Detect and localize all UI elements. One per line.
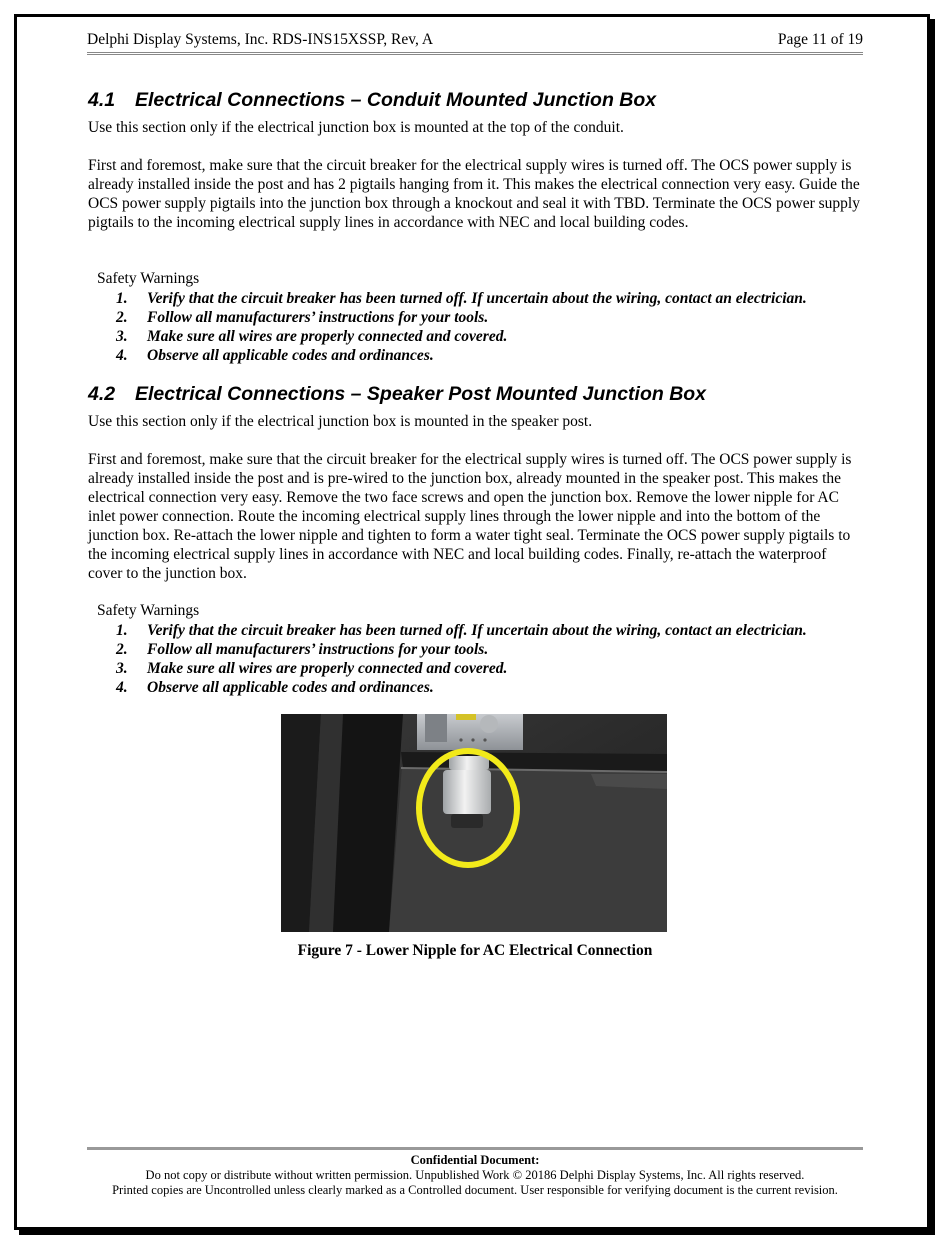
list-item: 4. Observe all applicable codes and ordinances. bbox=[116, 347, 434, 364]
list-item: 1. Verify that the circuit breaker has been turned off. If uncertain about the wiring, contact an electrician. bbox=[116, 622, 807, 639]
list-item: 1. Verify that the circuit breaker has been turned off. If uncertain about the wiring, contact an electrician. bbox=[116, 290, 807, 307]
footer-divider bbox=[87, 1147, 863, 1150]
list-item: 2. Follow all manufacturers’ instructions for your tools. bbox=[116, 309, 489, 326]
section-4-2-body: First and foremost, make sure that the circuit breaker for the electrical supply wires is turned off. The OCS power supply is already installed inside the post and is pre-wired to the junction box, already mounted in the speaker post. This makes the electrical connection very easy. Remove the two face screws and open the junction box. Remove the lower nipple for AC inlet power connection. Route the incoming electrical supply lines through the lower nipple and into the bottom of the junction box. Re-attach the lower nipple and tighten to form a water tight seal. Terminate the OCS power supply pigtails to the incoming electrical supply lines in accordance with NEC and local building codes. Finally, re-attach the waterproof cover to the junction box. bbox=[88, 451, 852, 582]
section-4-1-heading bbox=[88, 89, 656, 112]
section-title: Electrical Connections – Conduit Mounted Junction Box bbox=[135, 89, 657, 111]
list-item: 2. Follow all manufacturers’ instructions for your tools. bbox=[116, 641, 489, 658]
section-number: 4.1 bbox=[88, 89, 116, 111]
footer-title: Confidential Document: bbox=[410, 1153, 540, 1167]
page-header bbox=[87, 30, 863, 55]
section-title: Electrical Connections – Speaker Post Mounted Junction Box bbox=[135, 383, 707, 405]
page-number: Page 11 of 19 bbox=[777, 31, 863, 48]
footer-disclaimer: Printed copies are Uncontrolled unless clearly marked as a Controlled document. User responsible for verifying document is the current revision. bbox=[112, 1183, 838, 1197]
safety-warnings-list bbox=[116, 289, 807, 365]
figure-caption: Figure 7 - Lower Nipple for AC Electrical Connection bbox=[297, 942, 653, 959]
junction-box-photo bbox=[281, 714, 667, 932]
list-item: 3. Make sure all wires are properly connected and covered. bbox=[116, 328, 508, 345]
section-4-1-intro: Use this section only if the electrical junction box is mounted at the top of the conduit. bbox=[88, 119, 624, 136]
safety-warnings-title: Safety Warnings bbox=[97, 602, 200, 619]
list-item: 4. Observe all applicable codes and ordinances. bbox=[116, 679, 434, 696]
section-4-2-heading bbox=[88, 383, 706, 406]
safety-warnings-list bbox=[116, 621, 807, 697]
safety-warnings-title: Safety Warnings bbox=[97, 270, 200, 287]
page-footer bbox=[60, 1153, 890, 1198]
section-4-2-intro: Use this section only if the electrical junction box is mounted in the speaker post. bbox=[88, 413, 593, 430]
document-id: Delphi Display Systems, Inc. RDS-INS15XSSP, Rev, A bbox=[87, 31, 434, 48]
list-item: 3. Make sure all wires are properly connected and covered. bbox=[116, 660, 508, 677]
figure-photo bbox=[281, 714, 667, 932]
footer-copyright: Do not copy or distribute without written permission. Unpublished Work © 20186 Delphi Display Systems, Inc. All rights reserved. bbox=[145, 1168, 805, 1182]
section-number: 4.2 bbox=[88, 383, 116, 405]
section-4-1-body: First and foremost, make sure that the circuit breaker for the electrical supply wires is turned off. The OCS power supply is already installed inside the post and has 2 pigtails hanging from it. This makes the electrical connection very easy. Guide the OCS power supply pigtails into the junction box through a knockout and seal it with TBD. Terminate the OCS power supply pigtails to the incoming electrical supply lines in accordance with NEC and local building codes. bbox=[88, 157, 860, 231]
